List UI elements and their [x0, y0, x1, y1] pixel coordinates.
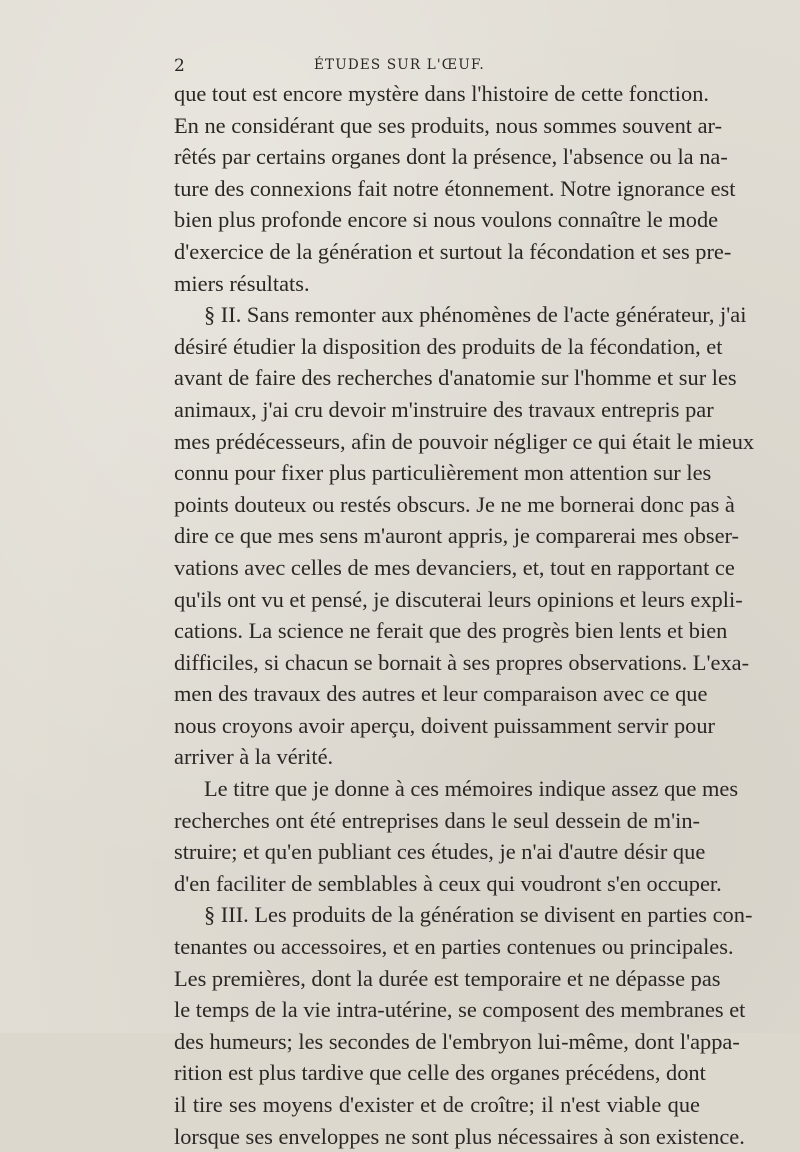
- text-line: difficiles, si chacun se bornait à ses propres observations. L'exa-: [174, 649, 750, 675]
- text-line: d'en faciliter de semblables à ceux qui voudront s'en occuper.: [174, 870, 722, 896]
- text-line: Les premières, dont la durée est temporaire et ne dépasse pas: [174, 965, 721, 991]
- text-line: d'exercice de la génération et surtout la fécondation et ses pre-: [174, 238, 732, 264]
- text-line: men des travaux des autres et leur comparaison avec ce que: [174, 681, 708, 707]
- text-line: qu'ils ont vu et pensé, je discuterai leurs opinions et leurs expli-: [174, 586, 743, 612]
- text-line: cations. La science ne ferait que des progrès bien lents et bien: [174, 618, 728, 644]
- text-line: animaux, j'ai cru devoir m'instruire des travaux entrepris par: [174, 396, 714, 422]
- text-line: avant de faire des recherches d'anatomie sur l'homme et sur les: [174, 365, 737, 391]
- text-line: rêtés par certains organes dont la présence, l'absence ou la na-: [174, 144, 728, 170]
- text-line: vations avec celles de mes devanciers, et, tout en rapportant ce: [174, 554, 735, 580]
- page-header: [174, 56, 694, 78]
- text-line: ture des connexions fait notre étonnement. Notre ignorance est: [174, 175, 736, 201]
- text-line: miers résultats.: [174, 270, 310, 296]
- text-line: § II. Sans remonter aux phénomènes de l'acte générateur, j'ai: [204, 302, 747, 328]
- text-line: des humeurs; les secondes de l'embryon lui-même, dont l'appa-: [174, 1028, 740, 1054]
- text-line: Le titre que je donne à ces mémoires indique assez que mes: [204, 776, 739, 802]
- text-line: mes prédécesseurs, afin de pouvoir négliger ce qui était le mieux: [174, 428, 755, 454]
- text-line: struire; et qu'en publiant ces études, je n'ai d'autre désir que: [174, 839, 706, 865]
- text-line: lorsque ses enveloppes ne sont plus nécessaires à son existence.: [174, 1123, 745, 1149]
- text-line: tenantes ou accessoires, et en parties contenues ou principales.: [174, 934, 734, 960]
- text-line: désiré étudier la disposition des produits de la fécondation, et: [174, 333, 723, 359]
- text-line: rition est plus tardive que celle des organes précédens, dont: [174, 1060, 706, 1086]
- text-line: il tire ses moyens d'exister et de croître; il n'est viable que: [174, 1092, 700, 1117]
- text-line: nous croyons avoir aperçu, doivent puissamment servir pour: [174, 712, 715, 738]
- text-line: recherches ont été entreprises dans le seul dessein de m'in-: [174, 807, 700, 833]
- text-line: arriver à la vérité.: [174, 744, 334, 770]
- running-head: ÉTUDES SUR L'ŒUF.: [314, 57, 485, 73]
- text-line: que tout est encore mystère dans l'histoire de cette fonction.: [174, 81, 710, 106]
- text-line: dire ce que mes sens m'auront appris, je comparerai mes obser-: [174, 523, 740, 549]
- text-line: En ne considérant que ses produits, nous sommes souvent ar-: [174, 112, 723, 138]
- body-text: [174, 78, 755, 1152]
- text-line: bien plus profonde encore si nous voulons connaître le mode: [174, 207, 719, 233]
- text-line: § III. Les produits de la génération se divisent en parties con-: [204, 902, 753, 928]
- text-line: connu pour fixer plus particulièrement mon attention sur les: [174, 460, 712, 486]
- text-line: le temps de la vie intra-utérine, se composent des membranes et: [174, 997, 746, 1023]
- text-line: points douteux ou restés obscurs. Je ne me bornerai donc pas à: [174, 491, 735, 517]
- page-number: 2: [174, 56, 186, 76]
